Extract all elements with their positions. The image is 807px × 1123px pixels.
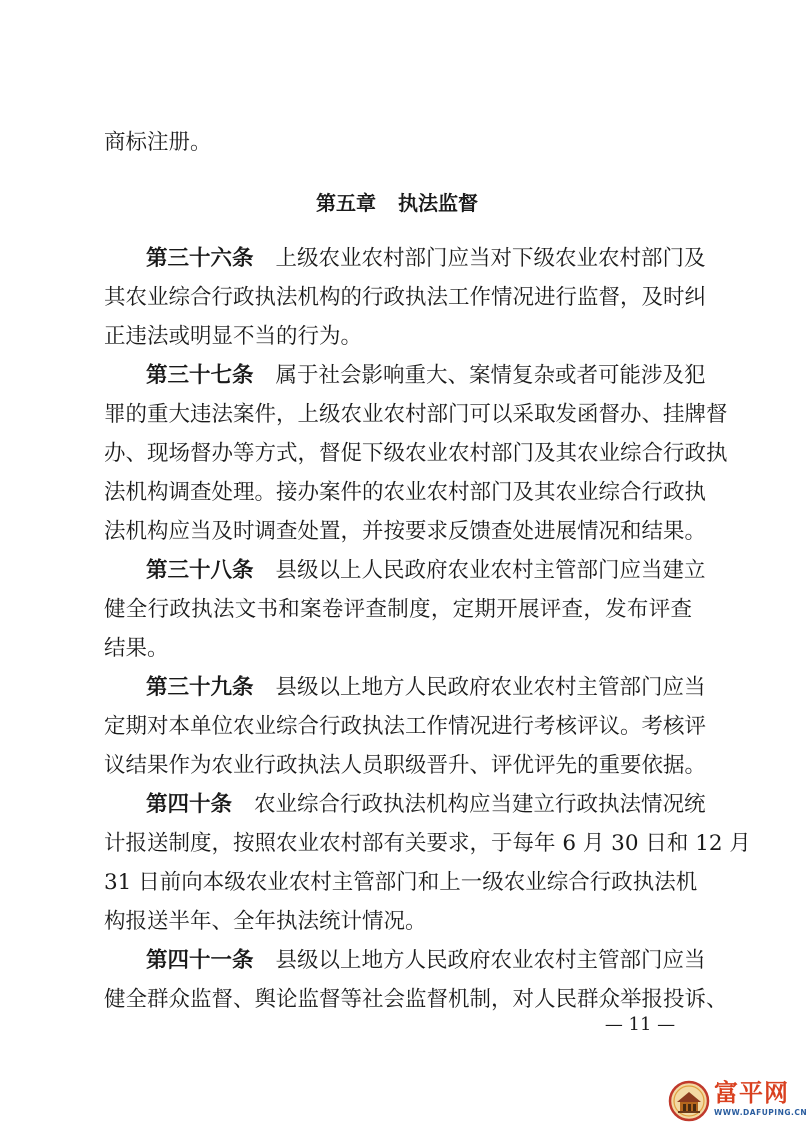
article-41-first-line <box>146 946 706 976</box>
text-line: 正违法或明显不当的行为。 <box>104 324 363 349</box>
article-heading: 第三十九条 <box>146 675 254 700</box>
chapter-heading <box>0 188 794 218</box>
article-text: 县级以上人民政府农业农村主管部门应当建立 <box>275 558 706 583</box>
site-name: 富平网 <box>714 1079 789 1107</box>
chapter-title: 执法监督 <box>398 191 478 215</box>
chapter-number: 第五章 <box>316 191 376 215</box>
article-heading: 第三十六条 <box>146 246 254 271</box>
article-heading: 第三十八条 <box>146 558 254 583</box>
text-line: 定期对本单位农业综合行政执法工作情况进行考核评议。考核评 <box>104 714 707 739</box>
article-39-first-line <box>146 673 706 703</box>
text-line: 办、现场督办等方式，督促下级农业农村部门及其农业综合行政执 <box>104 441 728 466</box>
text-line: 法机构应当及时调查处置，并按要求反馈查处进展情况和结果。 <box>104 519 707 544</box>
text-line: 构报送半年、全年执法统计情况。 <box>104 909 427 934</box>
article-heading: 第四十条 <box>146 792 233 817</box>
article-38-first-line <box>146 556 706 586</box>
article-40-first-line <box>146 790 706 820</box>
article-text: 县级以上地方人民政府农业农村主管部门应当 <box>275 948 706 973</box>
page-number: — 11 — <box>604 1014 676 1035</box>
text-line: 罪的重大违法案件，上级农业农村部门可以采取发函督办、挂牌督 <box>104 402 728 427</box>
article-heading: 第四十一条 <box>146 948 254 973</box>
text-line: 商标注册。 <box>104 130 212 155</box>
site-url: WWW.DAFUPING.CN <box>714 1108 807 1117</box>
text-line: 其农业综合行政执法机构的行政执法工作情况进行监督，及时纠 <box>104 285 707 310</box>
site-watermark <box>664 1078 807 1123</box>
text-line: 计报送制度，按照农业农村部有关要求，于每年 6 月 30 日和 12 月 <box>104 831 751 856</box>
article-text: 属于社会影响重大、案情复杂或者可能涉及犯 <box>275 363 706 388</box>
text-line: 健全群众监督、舆论监督等社会监督机制，对人民群众举报投诉、 <box>104 987 728 1012</box>
text-line: 31 日前向本级农业农村主管部门和上一级农业综合行政执法机 <box>104 870 698 895</box>
article-text: 上级农业农村部门应当对下级农业农村部门及 <box>275 246 706 271</box>
article-37-first-line <box>146 361 706 391</box>
text-line: 议结果作为农业行政执法人员职级晋升、评优评先的重要依据。 <box>104 753 707 778</box>
text-line: 健全行政执法文书和案卷评查制度，定期开展评查，发布评查 <box>104 597 692 622</box>
building-seal-icon <box>668 1080 710 1122</box>
article-text: 农业综合行政执法机构应当建立行政执法情况统 <box>254 792 706 817</box>
article-text: 县级以上地方人民政府农业农村主管部门应当 <box>275 675 706 700</box>
text-line: 结果。 <box>104 636 169 661</box>
text-line: 法机构调查处理。接办案件的农业农村部门及其农业综合行政执 <box>104 480 707 505</box>
article-36-first-line <box>146 244 706 274</box>
article-heading: 第三十七条 <box>146 363 254 388</box>
